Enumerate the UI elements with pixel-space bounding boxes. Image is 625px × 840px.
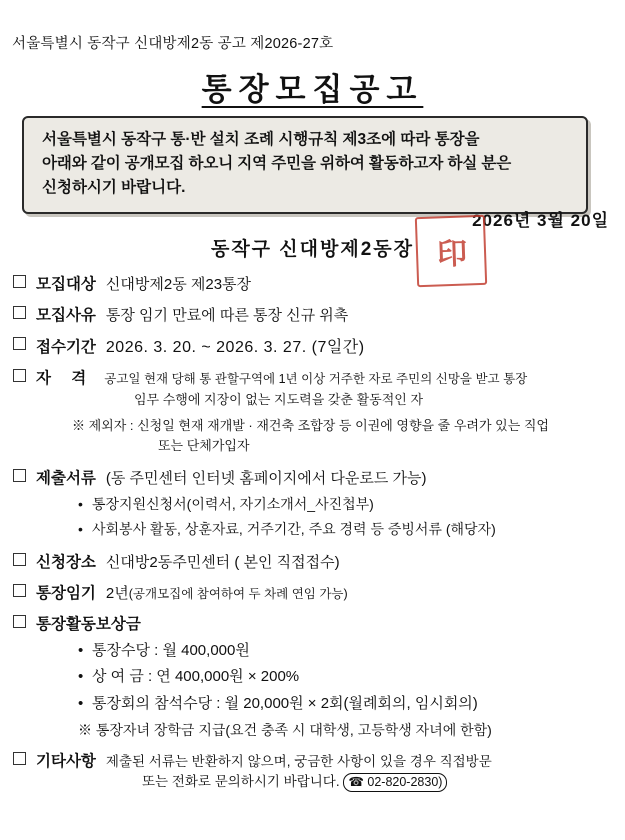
notice-line-1: 서울특별시 동작구 통·반 설치 조례 시행규칙 제3조에 따라 통장을 <box>42 131 480 148</box>
issue-date: 2026년 3월 20일 <box>472 211 609 230</box>
bullet-list <box>36 492 615 541</box>
item-value-continued <box>36 772 615 792</box>
checkbox-icon[interactable] <box>13 553 26 566</box>
item-label: 통장활동보상금 <box>36 616 141 634</box>
exclusion-text: ※ 제외자 : 신청일 현재 재개발 · 재건축 조합장 등 이권에 영향을 줄 우려가 있는 직업 <box>72 417 549 433</box>
list-item: • 통장회의 참석수당 : 월 20,000원 × 2회(월례회의, 임시회의) <box>78 691 615 717</box>
checkbox-icon[interactable] <box>13 369 26 382</box>
checkbox-icon[interactable] <box>13 469 26 482</box>
notice-body <box>10 272 615 801</box>
item-label: 통장임기 <box>36 585 96 603</box>
checkbox-icon[interactable] <box>13 306 26 319</box>
list-item <box>10 581 615 603</box>
item-value-continued <box>36 390 615 410</box>
checkbox-icon[interactable] <box>13 752 26 765</box>
notice-box <box>22 116 588 214</box>
item-value: 통장 임기 만료에 따른 통장 신규 위촉 <box>105 307 349 324</box>
notice-line-3: 신청하시기 바랍니다. <box>42 179 186 197</box>
checkbox-icon[interactable] <box>13 615 26 628</box>
item-value: 공고일 현재 당해 통 관할구역에 1년 이상 거주한 자로 주민의 신망을 받고 통장 <box>104 372 528 386</box>
item-label: 기타사항 <box>36 752 96 770</box>
item-value: 신대방제2동 제23통장 <box>105 276 252 293</box>
list-item <box>10 612 615 740</box>
list-item <box>10 550 615 572</box>
checkbox-icon[interactable] <box>13 337 26 350</box>
item-value-continued-text: 임무 수행에 지장이 없는 지도력을 갖춘 활동적인 자 <box>134 392 424 407</box>
bullet-list <box>36 638 615 717</box>
item-value: 2026. 3. 20. ~ 2026. 3. 27. (7일간) <box>105 339 365 356</box>
item-value: 신대방2동주민센터 ( 본인 직접접수) <box>105 554 340 572</box>
item-label: 자 격 <box>36 370 95 387</box>
list-item <box>10 272 615 294</box>
list-item <box>10 749 615 792</box>
item-label: 제출서류 <box>36 470 96 488</box>
seal-glyph: 印 <box>436 236 466 273</box>
list-item: • 사회봉사 활동, 상훈자료, 거주기간, 주요 경력 등 증빙서류 (해당자) <box>78 517 615 542</box>
scholarship-note: ※ 통장자녀 장학금 지급(요건 충족 시 대학생, 고등학생 자녀에 한함) <box>78 721 492 738</box>
item-label: 모집대상 <box>36 276 96 293</box>
item-value: 2년 <box>105 585 129 603</box>
exclusion-text-continued: 또는 단체가입자 <box>158 438 250 454</box>
list-item <box>10 303 615 325</box>
exclusion-note <box>36 416 615 458</box>
list-item <box>10 334 615 357</box>
list-item <box>10 366 615 457</box>
page-title: 통장모집공고 <box>201 72 424 107</box>
contact-phone: ☎ 02-820-2830) <box>343 773 447 792</box>
list-item: • 통장수당 : 월 400,000원 <box>78 638 615 664</box>
checkbox-icon[interactable] <box>13 584 26 597</box>
item-value: (동 주민센터 인터넷 홈페이지에서 다운로드 가능) <box>105 470 427 488</box>
item-value: 제출된 서류는 반환하지 않으며, 궁금한 사항이 있을 경우 직접방문 <box>105 753 492 769</box>
list-item: • 상 여 금 : 연 400,000원 × 200% <box>78 664 615 690</box>
item-label: 접수기간 <box>36 339 96 356</box>
item-value-note: (공개모집에 참여하여 두 차례 연임 가능) <box>128 587 348 602</box>
item-label: 모집사유 <box>36 307 96 324</box>
checkbox-icon[interactable] <box>13 275 26 288</box>
item-value-continued-text: 또는 전화로 문의하시기 바랍니다. <box>142 773 340 789</box>
list-item: • 통장지원신청서(이력서, 자기소개서_사진첩부) <box>78 492 615 517</box>
notice-line-2: 아래와 같이 공개모집 하오니 지역 주민을 위하여 활동하고자 하실 분은 <box>42 155 512 173</box>
item-label: 신청장소 <box>36 554 96 572</box>
list-item <box>10 466 615 541</box>
issuer-name: 동작구 신대방제2동장 <box>210 239 415 260</box>
document-number: 서울특별시 동작구 신대방제2동 공고 제2026-27호 <box>12 36 334 52</box>
